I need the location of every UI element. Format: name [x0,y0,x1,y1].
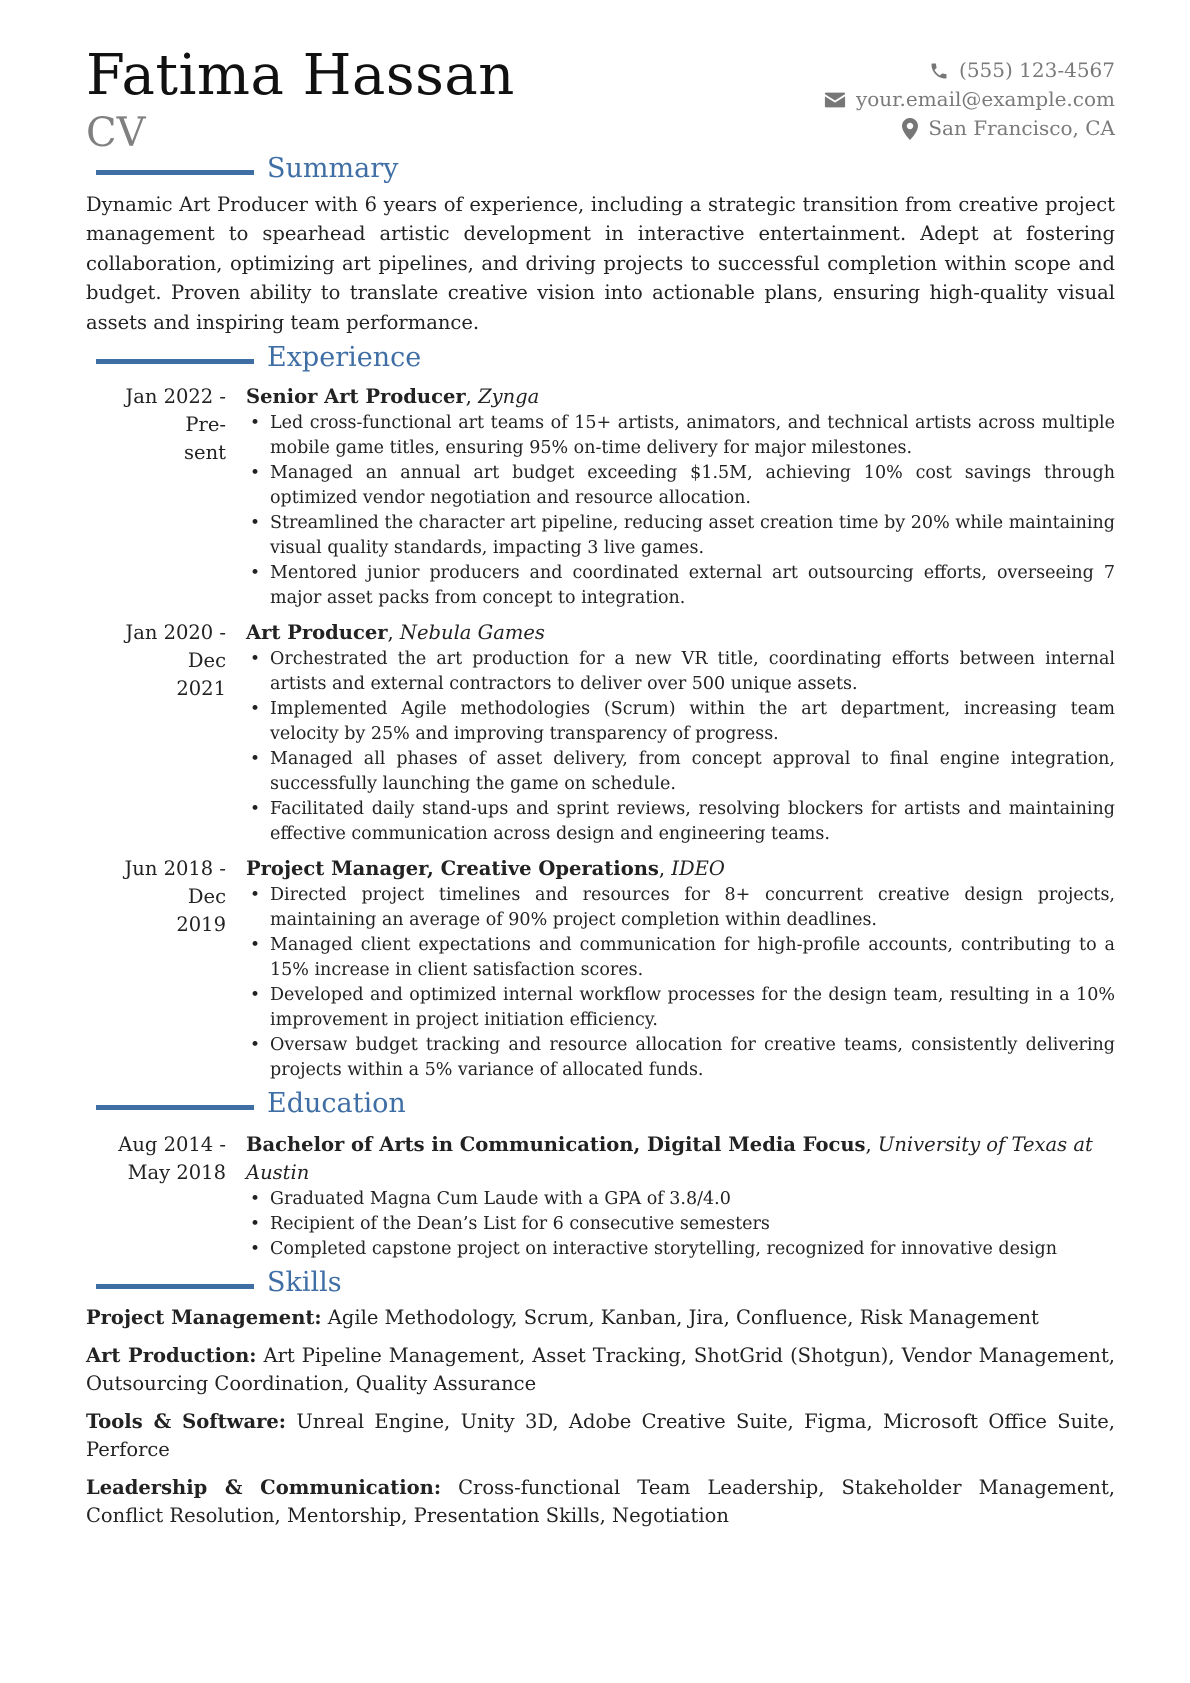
skill-items: Unreal Engine, Unity 3D, Adobe Creative Suite, Figma, Microsoft Office Suite, Perforce [86,1410,1116,1462]
date-line: sent [184,441,226,465]
summary-section-header [86,153,1115,190]
entry-body [246,619,1115,847]
section-accent-bar [96,170,254,175]
date-line: 2021 [176,677,226,701]
date-line: Jan 2020 - Dec [125,621,226,673]
job-role: Senior Art Producer [246,385,466,409]
bullet-item: • Managed client expectations and communication for high-profile accounts, contributing to a 15% increase in client satisfaction scores. [246,933,1115,983]
entry-body [246,383,1115,611]
experience-section-title: Experience [267,342,422,374]
cv-header [86,44,1115,156]
skill-category: Project Management: [86,1306,322,1330]
entry-title: Art Producer, Nebula Games [246,621,545,645]
contact-phone [824,56,1115,85]
experience-entry [86,619,1115,847]
entry-date [86,855,246,1083]
bullet-item: • Managed an annual art budget exceeding $1.5M, achieving 10% cost savings through optimized vendor negotiation and resource allocation. [246,461,1115,511]
skill-category: Art Production: [86,1344,257,1368]
education-section-title: Education [267,1088,406,1120]
bullet-item: • Graduated Magna Cum Laude with a GPA of 3.8/4.0 [246,1187,1115,1212]
bullet-item: • Completed capstone project on interactive storytelling, recognized for innovative design [246,1237,1115,1262]
experience-entry [86,855,1115,1083]
bullet-list [246,411,1115,611]
cv-page [86,44,1115,1530]
map-pin-icon [902,118,918,140]
section-accent-bar [96,1105,254,1110]
bullet-item: • Developed and optimized internal workflow processes for the design team, resulting in a 10% improvement in project initiation efficiency. [246,983,1115,1033]
bullet-item: • Oversaw budget tracking and resource allocation for creative teams, consistently delivering projects within a 5% variance of allocated funds. [246,1033,1115,1083]
entry-body [246,1131,1115,1262]
bullet-item: • Managed all phases of asset delivery, from concept approval to final engine integration, successfully launching the game on schedule. [246,747,1115,797]
skill-row [86,1474,1115,1530]
location-text: San Francisco, CA [928,116,1115,140]
date-line: 2019 [176,913,226,937]
date-line: May 2018 [127,1161,226,1185]
person-name: Fatima Hassan [86,43,515,108]
job-role: Project Manager, Creative Operations [246,857,659,881]
phone-icon [929,61,949,81]
skills-section-title: Skills [267,1267,342,1299]
entry-title: Project Manager, Creative Operations, IDEO [246,857,725,881]
skill-category: Tools & Software: [86,1410,286,1434]
entry-title: Senior Art Producer, Zynga [246,385,540,409]
entry-date [86,1131,246,1262]
date-line: Aug 2014 - [118,1133,226,1157]
date-line: Jan 2022 - Pre- [125,385,226,437]
bullet-item: • Facilitated daily stand-ups and sprint reviews, resolving blockers for artists and maintaining effective communication across design and engineering teams. [246,797,1115,847]
bullet-item: • Mentored junior producers and coordinated external art outsourcing efforts, overseeing 7 major asset packs from concept to integration. [246,561,1115,611]
degree: Bachelor of Arts in Communication, Digital Media Focus [246,1133,866,1157]
skill-row [86,1304,1115,1332]
skill-items: Agile Methodology, Scrum, Kanban, Jira, Confluence, Risk Management [327,1306,1039,1330]
section-accent-bar [96,359,254,364]
date-line: Jun 2018 - Dec [124,857,226,909]
skill-row [86,1408,1115,1464]
skills-section-header [86,1267,1115,1304]
summary-paragraph: Dynamic Art Producer with 6 years of experience, including a strategic transition from creative project management to spearhead artistic development in interactive entertainment. Adept at fostering collaboration, optimizing art pipelines, and driving projects to successful completion within scope and budget. Proven ability to translate creative vision into actionable plans, ensuring high-quality visual assets and inspiring team performance. [86,193,1115,334]
contact-location [824,114,1115,143]
contact-block [824,56,1115,143]
bullet-item: • Recipient of the Dean’s List for 6 consecutive semesters [246,1212,1115,1237]
bullet-item: • Orchestrated the art production for a new VR title, coordinating efforts between internal artists and external contractors to deliver over 500 unique assets. [246,647,1115,697]
education-section-header [86,1088,1115,1125]
job-role: Art Producer [246,621,388,645]
email-link[interactable]: your.email@example.com [855,87,1115,111]
bullet-list [246,883,1115,1083]
bullet-item: • Implemented Agile methodologies (Scrum) within the art department, increasing team velocity by 25% and improving transparency of progress. [246,697,1115,747]
entry-title: Bachelor of Arts in Communication, Digital Media Focus, University of Texas at Austin [246,1133,1093,1185]
entry-date [86,383,246,611]
bullet-list [246,647,1115,847]
bullet-list [246,1187,1115,1262]
organization: IDEO [671,857,725,881]
institution: University of Texas at Austin [246,1133,1093,1185]
phone-text: (555) 123-4567 [959,58,1115,82]
skill-category: Leadership & Communication: [86,1476,442,1500]
contact-email [824,85,1115,114]
experience-entry [86,383,1115,611]
skill-items: Cross-functional Team Leadership, Stakeholder Management, Conflict Resolution, Mentorship, Presentation Skills, Negotiation [86,1476,1115,1528]
skill-items: Art Pipeline Management, Asset Tracking, ShotGrid (Shotgun), Vendor Management, Outsourcing Coordination, Quality Assurance [86,1344,1116,1396]
experience-section-header [86,342,1115,379]
section-accent-bar [96,1284,254,1289]
document-subtitle: CV [86,110,146,156]
education-entry [86,1131,1115,1262]
organization: Zynga [478,385,540,409]
bullet-item: • Led cross-functional art teams of 15+ artists, animators, and technical artists across multiple mobile game titles, ensuring 95% on-time delivery for major milestones. [246,411,1115,461]
summary-section-title: Summary [267,153,399,184]
skill-row [86,1342,1115,1398]
entry-body [246,855,1115,1083]
organization: Nebula Games [399,621,545,645]
envelope-icon [824,91,846,109]
entry-date [86,619,246,847]
bullet-item: • Streamlined the character art pipeline, reducing asset creation time by 20% while maintaining visual quality standards, impacting 3 live games. [246,511,1115,561]
bullet-item: • Directed project timelines and resources for 8+ concurrent creative design projects, maintaining an average of 90% project completion within deadlines. [246,883,1115,933]
